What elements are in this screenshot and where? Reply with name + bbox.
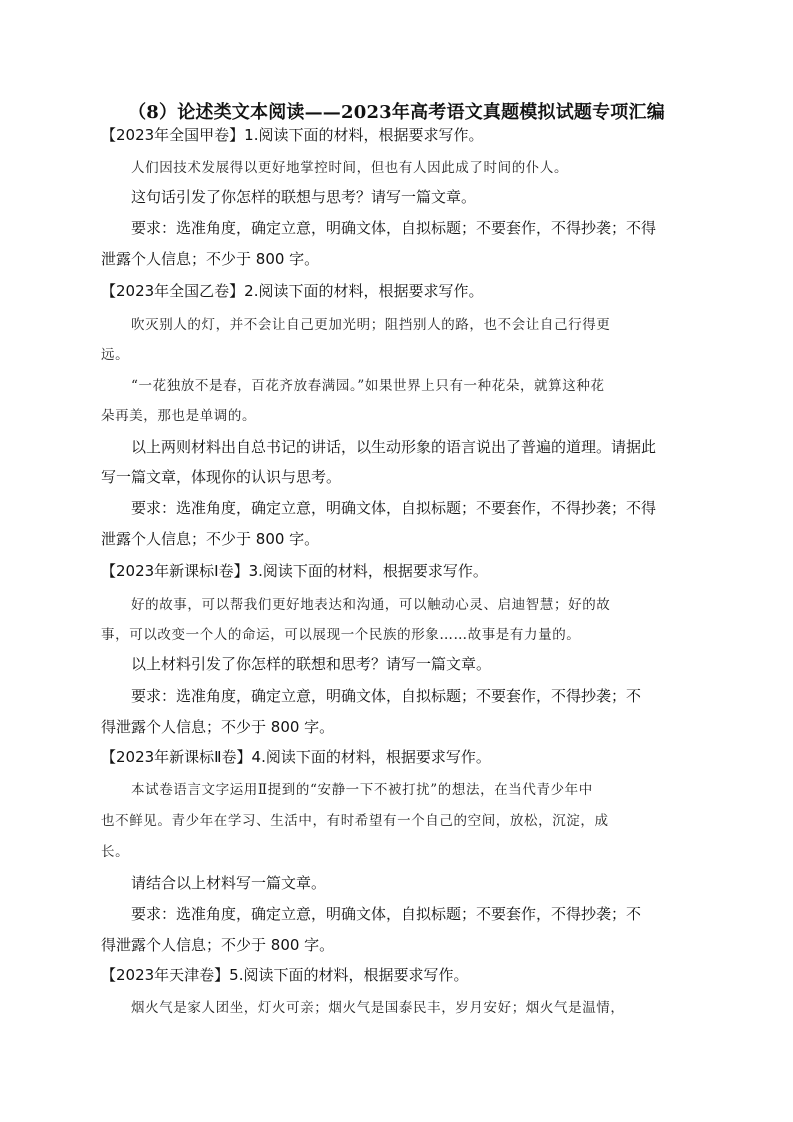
requirement-line: 要求：选准角度，确定立意，明确文体，自拟标题；不要套作，不得抄袭；不 [131, 905, 642, 923]
material-line: 好的故事，可以帮我们更好地表达和沟通，可以触动心灵、启迪智慧；好的故 [131, 597, 611, 613]
requirement-line: 泄露个人信息；不少于 800 字。 [101, 530, 320, 548]
question-source-4: 【2023年新课标Ⅱ卷】4.阅读下面的材料，根据要求写作。 [101, 748, 491, 766]
prompt-line: 这句话引发了你怎样的联想与思考？请写一篇文章。 [131, 188, 477, 206]
material-line: 人们因技术发展得以更好地掌控时间，但也有人因此成了时间的仆人。 [131, 160, 569, 176]
material-line: 也不鲜见。青少年在学习、生活中，有时希望有一个自己的空间，放松，沉淀，成 [101, 813, 609, 829]
page-title: （8）论述类文本阅读——2023年高考语文真题模拟试题专项汇编 [128, 102, 665, 123]
material-line: 本试卷语言文字运用Ⅱ提到的“安静一下不被打扰”的想法，在当代青少年中 [131, 782, 593, 798]
material-line: 事，可以改变一个人的命运，可以展现一个民族的形象……故事是有力量的。 [101, 627, 581, 643]
question-source-3: 【2023年新课标Ⅰ卷】3.阅读下面的材料，根据要求写作。 [101, 562, 488, 580]
question-source-5: 【2023年天津卷】5.阅读下面的材料，根据要求写作。 [101, 966, 469, 984]
material-line: 朵再美，那也是单调的。 [101, 408, 257, 424]
requirement-line: 得泄露个人信息；不少于 800 字。 [101, 718, 335, 736]
material-line: 远。 [101, 347, 130, 363]
material-line: 长。 [101, 844, 130, 860]
material-line: 烟火气是家人团坐，灯火可亲；烟火气是国泰民丰，岁月安好；烟火气是温情， [131, 1000, 625, 1016]
prompt-line: 以上两则材料出自总书记的讲话，以生动形象的语言说出了普遍的道理。请据此 [131, 438, 657, 456]
requirement-line: 要求：选准角度，确定立意，明确文体，自拟标题；不要套作，不得抄袭；不 [131, 687, 642, 705]
prompt-line: 写一篇文章，体现你的认识与思考。 [101, 468, 342, 486]
requirement-line: 泄露个人信息；不少于 800 字。 [101, 250, 320, 268]
question-source-1: 【2023年全国甲卷】1.阅读下面的材料，根据要求写作。 [101, 126, 484, 144]
requirement-line: 要求：选准角度，确定立意，明确文体，自拟标题；不要套作，不得抄袭；不得 [131, 219, 657, 237]
requirement-line: 得泄露个人信息；不少于 800 字。 [101, 936, 335, 954]
requirement-line: 要求：选准角度，确定立意，明确文体，自拟标题；不要套作，不得抄袭；不得 [131, 499, 657, 517]
question-source-2: 【2023年全国乙卷】2.阅读下面的材料，根据要求写作。 [101, 282, 484, 300]
prompt-line: 请结合以上材料写一篇文章。 [131, 874, 327, 892]
prompt-line: 以上材料引发了你怎样的联想和思考？请写一篇文章。 [131, 655, 492, 673]
material-line: 吹灭别人的灯，并不会让自己更加光明；阻挡别人的路，也不会让自己行得更 [131, 317, 611, 333]
material-line: “一花独放不是春，百花齐放春满园。”如果世界上只有一种花朵，就算这种花 [131, 378, 605, 394]
